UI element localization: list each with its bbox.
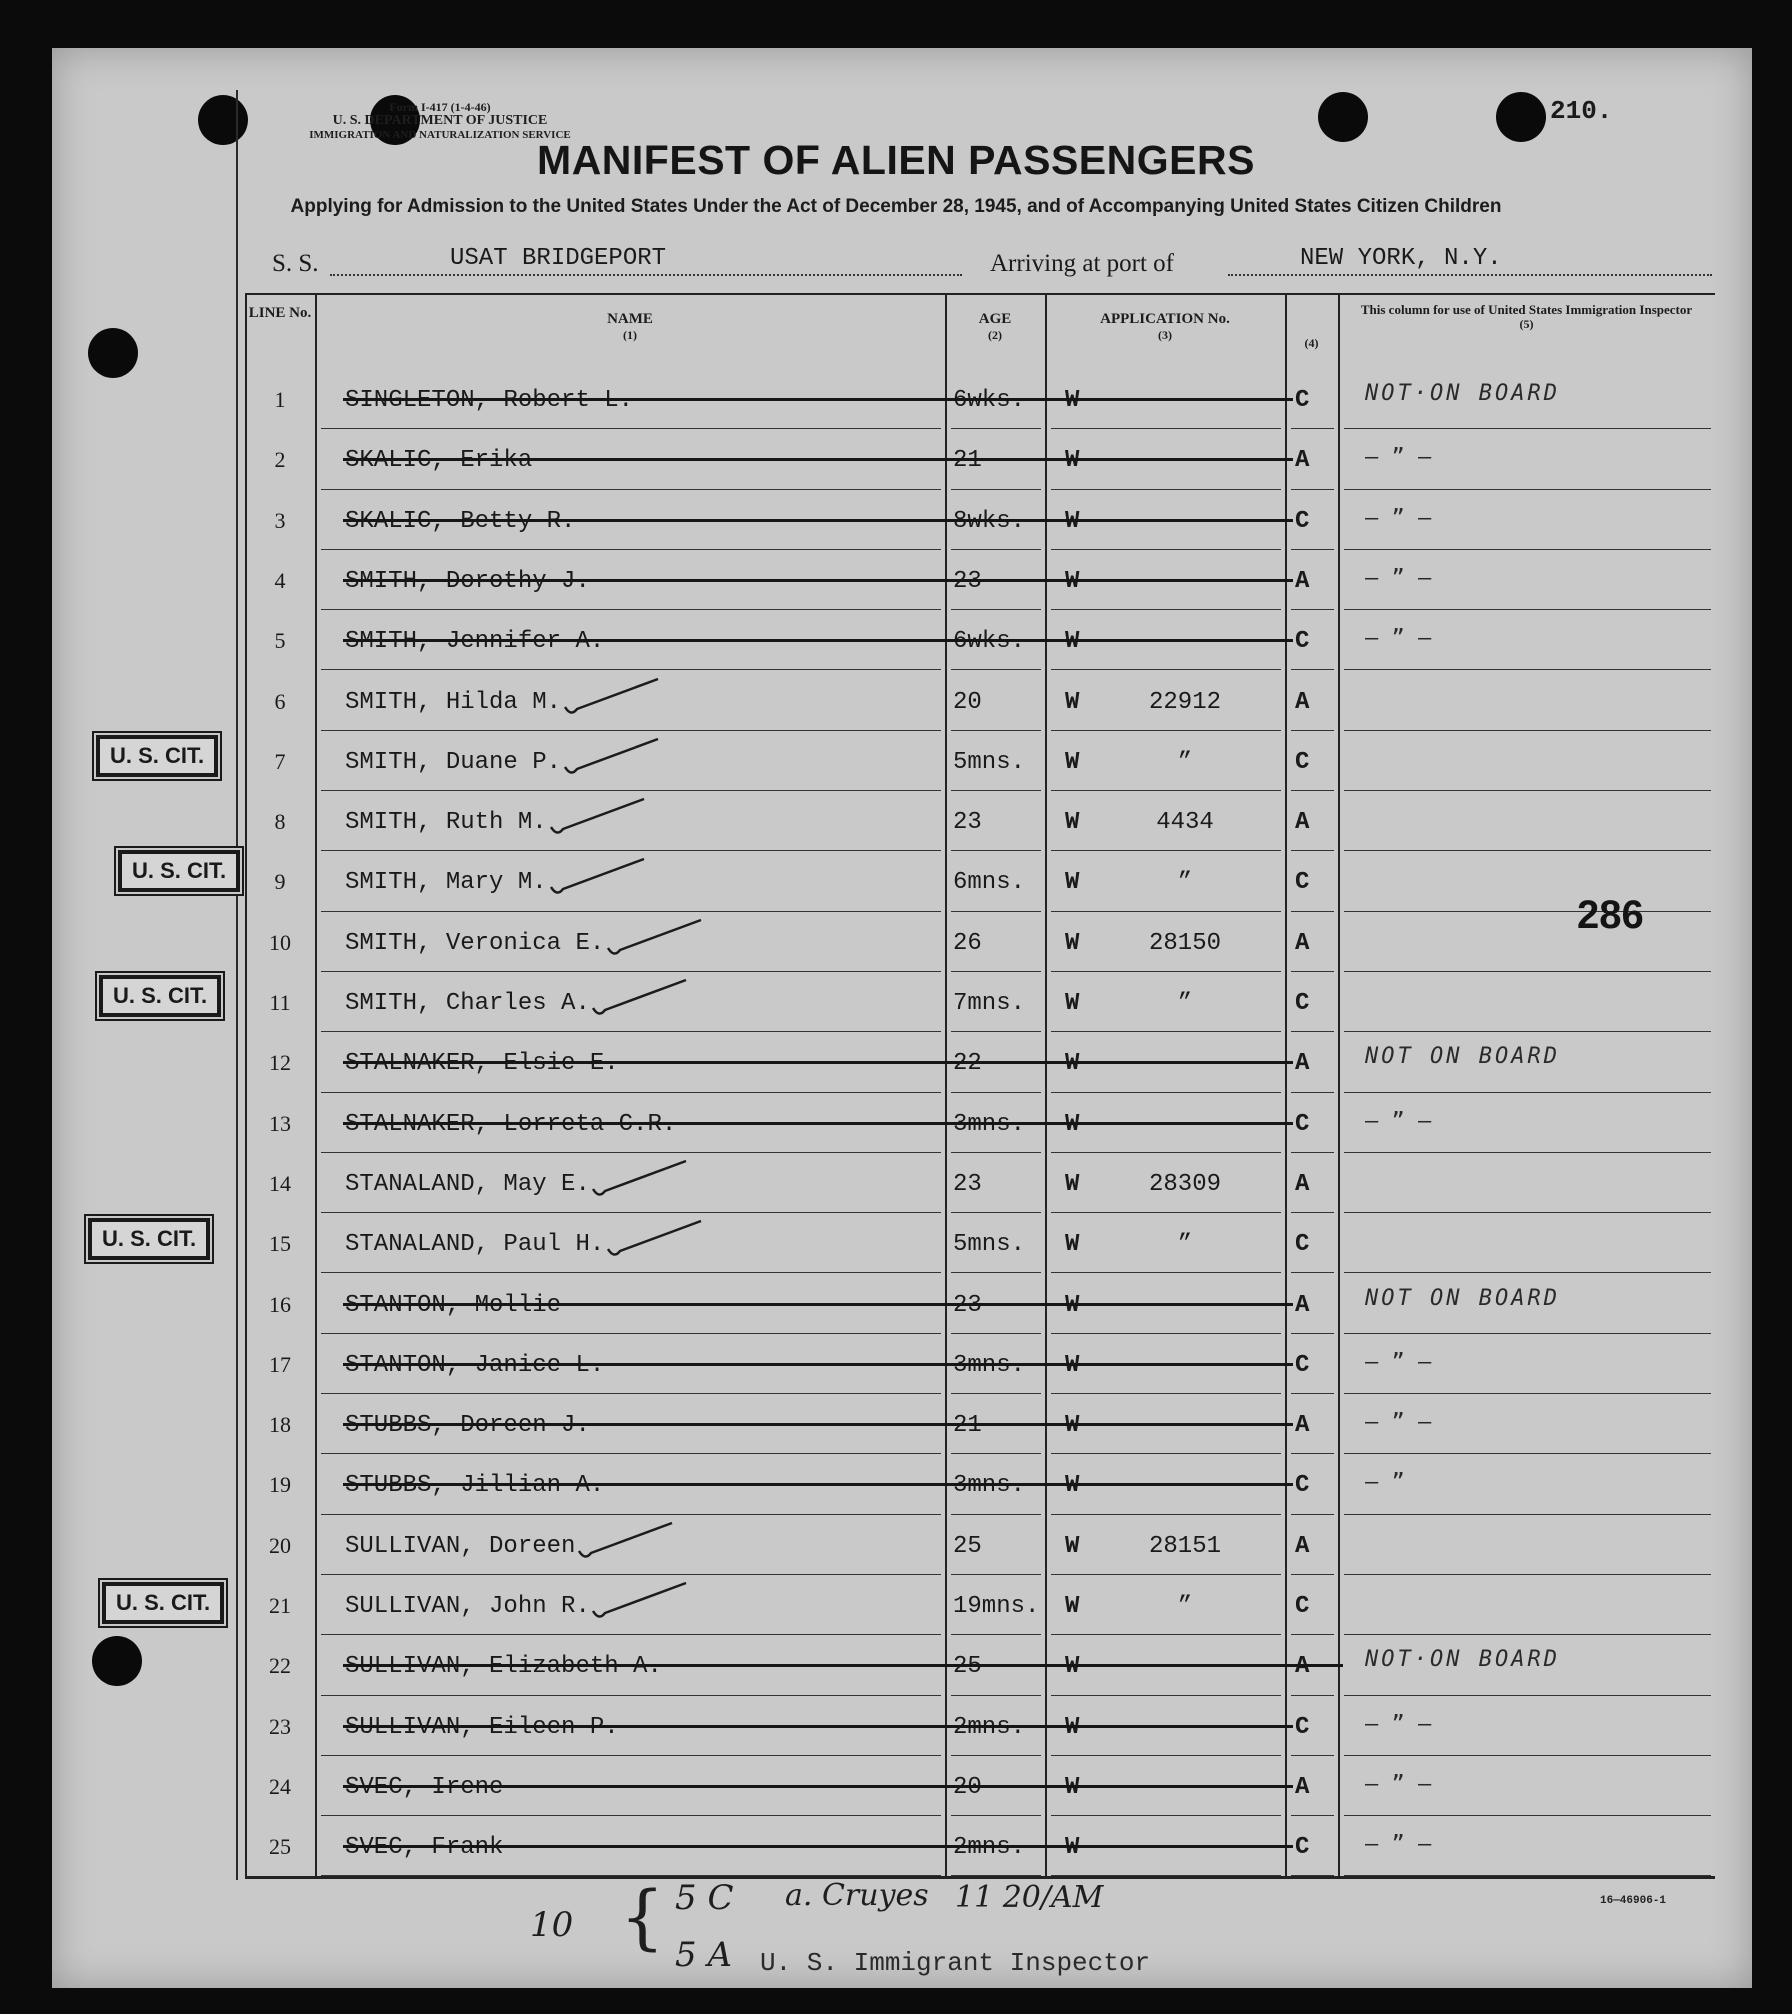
table-row (245, 851, 1715, 911)
footer-count-c: 5 C (675, 1878, 734, 1918)
application-number: ” (1177, 1231, 1193, 1259)
inspector-note: — ” — (1365, 1410, 1432, 1436)
inspector-note: — ” (1365, 1470, 1405, 1496)
passenger-age: 20 (953, 688, 982, 716)
form-code: 16—46906-1 (1600, 1895, 1667, 1907)
class-code: A (1295, 929, 1310, 957)
race-code: W (1065, 1593, 1080, 1620)
header-inspector (1338, 303, 1715, 331)
race-code: W (1065, 1713, 1080, 1741)
class-code: A (1295, 1291, 1310, 1319)
class-code: A (1295, 1653, 1310, 1681)
passenger-age: 22 (953, 1050, 982, 1078)
us-citizen-stamp: U. S. CIT. (96, 735, 218, 777)
race-code: W (1065, 688, 1080, 716)
line-number: 8 (274, 809, 286, 835)
passenger-age: 5mns. (953, 748, 1026, 776)
class-code: A (1295, 1773, 1310, 1801)
class-code: A (1295, 809, 1310, 837)
race-code: W (1065, 1532, 1080, 1560)
check-mark-icon (591, 1581, 691, 1621)
table-row (245, 912, 1715, 972)
race-code: W (1065, 1050, 1080, 1078)
race-code: W (1065, 929, 1080, 957)
us-citizen-stamp: U. S. CIT. (99, 975, 221, 1017)
class-code: C (1295, 748, 1310, 776)
inspector-note: — ” — (1365, 1349, 1432, 1375)
punch-hole (92, 1636, 142, 1686)
application-number: ” (1177, 869, 1193, 897)
class-code: C (1295, 387, 1310, 414)
strike-through-line (343, 398, 1293, 401)
passenger-name: SVEC, Irene (345, 1773, 504, 1801)
class-code: C (1295, 1351, 1310, 1379)
class-code: C (1295, 1834, 1310, 1862)
inspector-signature: a. Cruyes (785, 1878, 929, 1913)
inspector-note: — ” — (1365, 505, 1432, 531)
ship-label: S. S. (272, 250, 319, 277)
passenger-age: 23 (953, 1170, 982, 1198)
passenger-age: 3mns. (953, 1351, 1026, 1379)
inspector-note: NOT ON BOARD (1365, 1044, 1560, 1070)
table-row (245, 972, 1715, 1032)
table-row (245, 731, 1715, 791)
line-number: 4 (274, 567, 286, 593)
passenger-age: 8wks. (953, 507, 1026, 535)
class-code: C (1295, 1593, 1310, 1620)
check-mark-icon (563, 677, 663, 717)
class-code: C (1295, 990, 1310, 1017)
us-citizen-stamp: U. S. CIT. (102, 1582, 224, 1624)
strike-through-line (343, 1845, 1293, 1848)
line-number: 25 (269, 1834, 291, 1860)
header-name-num: (1) (623, 328, 637, 342)
race-code: W (1065, 507, 1080, 535)
strike-through-line (343, 639, 1293, 642)
passenger-age: 6mns. (953, 869, 1026, 897)
ship-name: USAT BRIDGEPORT (450, 245, 667, 272)
line-number: 22 (269, 1653, 291, 1679)
inspector-title: U. S. Immigrant Inspector (760, 1948, 1151, 1978)
check-mark-icon (606, 918, 706, 958)
strike-through-line (343, 1423, 1293, 1426)
table-row (245, 1153, 1715, 1213)
class-code: A (1295, 1412, 1310, 1440)
punch-hole (1318, 92, 1368, 142)
header-application (1045, 311, 1285, 343)
line-number: 15 (269, 1231, 291, 1257)
table-row (245, 791, 1715, 851)
inspector-note: — ” — (1365, 565, 1432, 591)
table-row (245, 1696, 1715, 1756)
race-code: W (1065, 447, 1080, 475)
line-number: 18 (269, 1412, 291, 1438)
passenger-table (245, 293, 1715, 1878)
race-code: W (1065, 1110, 1080, 1138)
race-code: W (1065, 387, 1080, 414)
strike-through-line (343, 458, 1293, 461)
passenger-name: SKALIC, Betty R. (345, 507, 576, 535)
passenger-age: 6wks. (953, 628, 1026, 656)
page-title: MANIFEST OF ALIEN PASSENGERS (537, 137, 1255, 183)
row-rule (1051, 1875, 1281, 1876)
line-number: 1 (274, 387, 286, 412)
passenger-name: SMITH, Hilda M. (345, 688, 562, 716)
race-code: W (1065, 1170, 1080, 1198)
passenger-age: 26 (953, 929, 982, 957)
application-number: 22912 (1148, 688, 1221, 716)
table-row (245, 1454, 1715, 1514)
application-number: ” (1177, 990, 1193, 1017)
header-age-num: (2) (988, 328, 1002, 342)
header-age-label: AGE (978, 311, 1012, 327)
signature-time: 11 20/AM (955, 1880, 1104, 1915)
header-line-no: LINE No. (248, 305, 312, 321)
passenger-name: SMITH, Dorothy J. (345, 567, 590, 595)
application-number: 28150 (1148, 929, 1221, 957)
class-code: C (1295, 507, 1310, 535)
passenger-name: SULLIVAN, Elizabeth A. (345, 1653, 662, 1681)
table-row (245, 1093, 1715, 1153)
strike-through-line (343, 519, 1293, 522)
inspector-note: — ” — (1365, 626, 1432, 652)
department-name: U. S. DEPARTMENT OF JUSTICE (332, 113, 548, 128)
sheet-number: 210. (1550, 96, 1613, 126)
passenger-name: SMITH, Ruth M. (345, 809, 547, 837)
class-code: A (1295, 567, 1310, 595)
line-number: 12 (269, 1050, 291, 1076)
passenger-name: STALNAKER, Elsie E. (345, 1050, 619, 1078)
table-row (245, 429, 1715, 489)
table-row (245, 610, 1715, 670)
line-number: 7 (274, 748, 286, 774)
passenger-name: SKALIC, Erika (345, 447, 533, 475)
line-number: 11 (269, 990, 291, 1015)
header-inspector-label: This column for use of United States Immigration Inspector (1360, 302, 1693, 317)
application-number: 28151 (1148, 1532, 1221, 1560)
footer-total: 10 (530, 1905, 574, 1945)
line-number: 9 (274, 869, 286, 895)
table-row (245, 1515, 1715, 1575)
inspector-note: — ” — (1365, 1711, 1432, 1737)
class-code: C (1295, 1713, 1310, 1741)
passenger-name: SMITH, Jennifer A. (345, 628, 605, 656)
race-code: W (1065, 1412, 1080, 1440)
passenger-name: SMITH, Charles A. (345, 990, 590, 1017)
class-code: A (1295, 1170, 1310, 1198)
passenger-name: SINGLETON, Robert L. (345, 387, 634, 414)
line-number: 24 (269, 1773, 291, 1799)
line-number: 3 (274, 507, 286, 533)
strike-through-line (343, 1483, 1293, 1486)
line-number: 20 (269, 1532, 291, 1558)
line-number: 23 (269, 1713, 291, 1739)
application-number: ” (1177, 748, 1193, 776)
table-row (245, 1635, 1715, 1695)
line-number: 5 (274, 628, 286, 654)
port-label: Arriving at port of (990, 250, 1174, 277)
class-code: A (1295, 1532, 1310, 1560)
passenger-name: SULLIVAN, Doreen (345, 1532, 576, 1560)
strike-through-line (343, 1061, 1293, 1064)
punch-hole (1496, 92, 1546, 142)
us-citizen-stamp: U. S. CIT. (118, 850, 240, 892)
check-mark-icon (606, 1219, 706, 1259)
header-col4-num: (4) (1304, 336, 1319, 350)
strike-through-line (343, 1122, 1293, 1125)
check-mark-icon (549, 857, 649, 897)
class-code: C (1295, 1110, 1310, 1138)
table-row (245, 1274, 1715, 1334)
class-code: A (1295, 1050, 1310, 1078)
passenger-age: 2mns. (953, 1834, 1026, 1862)
strike-through-line (343, 1664, 1343, 1667)
row-rule (1344, 1875, 1711, 1876)
race-code: W (1065, 869, 1080, 897)
strike-through-line (343, 1725, 1293, 1728)
passenger-name: STUBBS, Jillian A. (345, 1472, 605, 1500)
passenger-age: 25 (953, 1653, 982, 1681)
application-number: 4434 (1156, 809, 1214, 837)
race-code: W (1065, 990, 1080, 1017)
row-rule (951, 1875, 1041, 1876)
application-number: ” (1177, 1593, 1193, 1620)
form-header (260, 100, 620, 142)
check-mark-icon (591, 978, 691, 1018)
line-number: 19 (269, 1472, 291, 1498)
passenger-name: SMITH, Veronica E. (345, 929, 605, 957)
race-code: W (1065, 1351, 1080, 1379)
strike-through-line (343, 1785, 1293, 1788)
us-citizen-stamp: U. S. CIT. (88, 1218, 210, 1260)
class-code: C (1295, 628, 1310, 656)
passenger-age: 3mns. (953, 1110, 1026, 1138)
table-row (245, 671, 1715, 731)
inspector-note: — ” — (1365, 1771, 1432, 1797)
table-row (245, 490, 1715, 550)
table-row (245, 1816, 1715, 1876)
check-mark-icon (563, 737, 663, 777)
port-name: NEW YORK, N.Y. (1300, 245, 1502, 272)
port-fill-line (1228, 274, 1712, 276)
inspector-note: NOT ON BOARD (1365, 1285, 1560, 1311)
race-code: W (1065, 628, 1080, 656)
passenger-name: STANTON, Mollie (345, 1291, 562, 1319)
race-code: W (1065, 748, 1080, 776)
passenger-age: 5mns. (953, 1231, 1026, 1259)
header-name-label: NAME (607, 311, 653, 327)
table-row (245, 1032, 1715, 1092)
inspector-note: — ” — (1365, 1108, 1432, 1134)
inspector-note: NOT·ON BOARD (1365, 1647, 1560, 1673)
punch-hole (88, 328, 138, 378)
inspector-note: — ” — (1365, 1832, 1432, 1858)
ship-fill-line (330, 274, 962, 276)
race-code: W (1065, 1291, 1080, 1319)
line-number: 6 (274, 688, 286, 714)
row-rule (1291, 1875, 1334, 1876)
passenger-age: 25 (953, 1532, 982, 1560)
service-name: IMMIGRATION AND NATURALIZATION SERVICE (309, 129, 571, 141)
header-app-num: (3) (1158, 328, 1172, 342)
passenger-age: 23 (953, 567, 982, 595)
line-number: 2 (274, 447, 286, 473)
passenger-name: STANALAND, May E. (345, 1170, 590, 1198)
passenger-name: SMITH, Duane P. (345, 748, 562, 776)
line-number: 21 (269, 1593, 291, 1618)
check-mark-icon (591, 1159, 691, 1199)
race-code: W (1065, 1472, 1080, 1500)
strike-through-line (343, 1363, 1293, 1366)
class-code: C (1295, 869, 1310, 897)
passenger-name: STANALAND, Paul H. (345, 1231, 605, 1259)
passenger-name: SMITH, Mary M. (345, 869, 547, 897)
footer-brace: { (620, 1876, 665, 1958)
application-number: 28309 (1148, 1170, 1221, 1198)
form-number: Form I-417 (1-4-46) (389, 100, 491, 114)
passenger-age: 21 (953, 1412, 982, 1440)
passenger-age: 3mns. (953, 1472, 1026, 1500)
table-row (245, 550, 1715, 610)
passenger-age: 19mns. (953, 1593, 1040, 1620)
race-code: W (1065, 1773, 1080, 1801)
check-mark-icon (577, 1521, 677, 1561)
header-col4 (1285, 335, 1338, 351)
strike-through-line (343, 1303, 1293, 1306)
line-number: 16 (269, 1291, 291, 1317)
table-row (245, 1575, 1715, 1635)
passenger-age: 21 (953, 447, 982, 475)
class-code: A (1295, 447, 1310, 475)
class-code: C (1295, 1231, 1310, 1259)
strike-through-line (343, 579, 1293, 582)
header-inspector-num: (5) (1519, 317, 1534, 331)
race-code: W (1065, 809, 1080, 837)
header-name (315, 311, 945, 343)
check-mark-icon (549, 797, 649, 837)
race-code: W (1065, 1231, 1080, 1259)
table-row (245, 1756, 1715, 1816)
passenger-age: 23 (953, 1291, 982, 1319)
line-number: 13 (269, 1110, 291, 1136)
header-age (945, 311, 1045, 343)
passenger-name: STALNAKER, Lorreta C.R. (345, 1110, 677, 1138)
table-top-rule (245, 293, 1715, 295)
passenger-age: 7mns. (953, 990, 1026, 1017)
footer-count-a: 5 A (675, 1935, 732, 1975)
table-row (245, 369, 1715, 429)
passenger-name: SULLIVAN, John R. (345, 1593, 590, 1620)
inspector-note: — ” — (1365, 445, 1432, 471)
passenger-name: SVEC, Frank (345, 1834, 504, 1862)
race-code: W (1065, 1834, 1080, 1862)
table-row (245, 1213, 1715, 1273)
passenger-age: 23 (953, 809, 982, 837)
line-number: 10 (269, 929, 291, 955)
passenger-name: SULLIVAN, Eileen P. (345, 1713, 619, 1741)
line-number: 14 (269, 1170, 291, 1196)
race-code: W (1065, 567, 1080, 595)
page-subtitle: Applying for Admission to the United States Under the Act of December 28, 1945, and of Accompanying United States Citizen Children (290, 196, 1502, 217)
left-margin-rule (236, 90, 238, 1880)
race-code: W (1065, 1653, 1080, 1681)
line-number: 17 (269, 1351, 291, 1377)
passenger-name: STANTON, Janice L. (345, 1351, 605, 1379)
passenger-name: STUBBS, Doreen J. (345, 1412, 590, 1440)
passenger-age: 20 (953, 1773, 982, 1801)
table-row (245, 1334, 1715, 1394)
header-app-label: APPLICATION No. (1100, 311, 1230, 327)
margin-number: 286 (1577, 893, 1644, 937)
passenger-age: 6wks. (953, 387, 1026, 414)
class-code: C (1295, 1472, 1310, 1500)
class-code: A (1295, 688, 1310, 716)
inspector-note: NOT·ON BOARD (1365, 381, 1560, 406)
passenger-age: 2mns. (953, 1713, 1026, 1741)
table-row (245, 1394, 1715, 1454)
